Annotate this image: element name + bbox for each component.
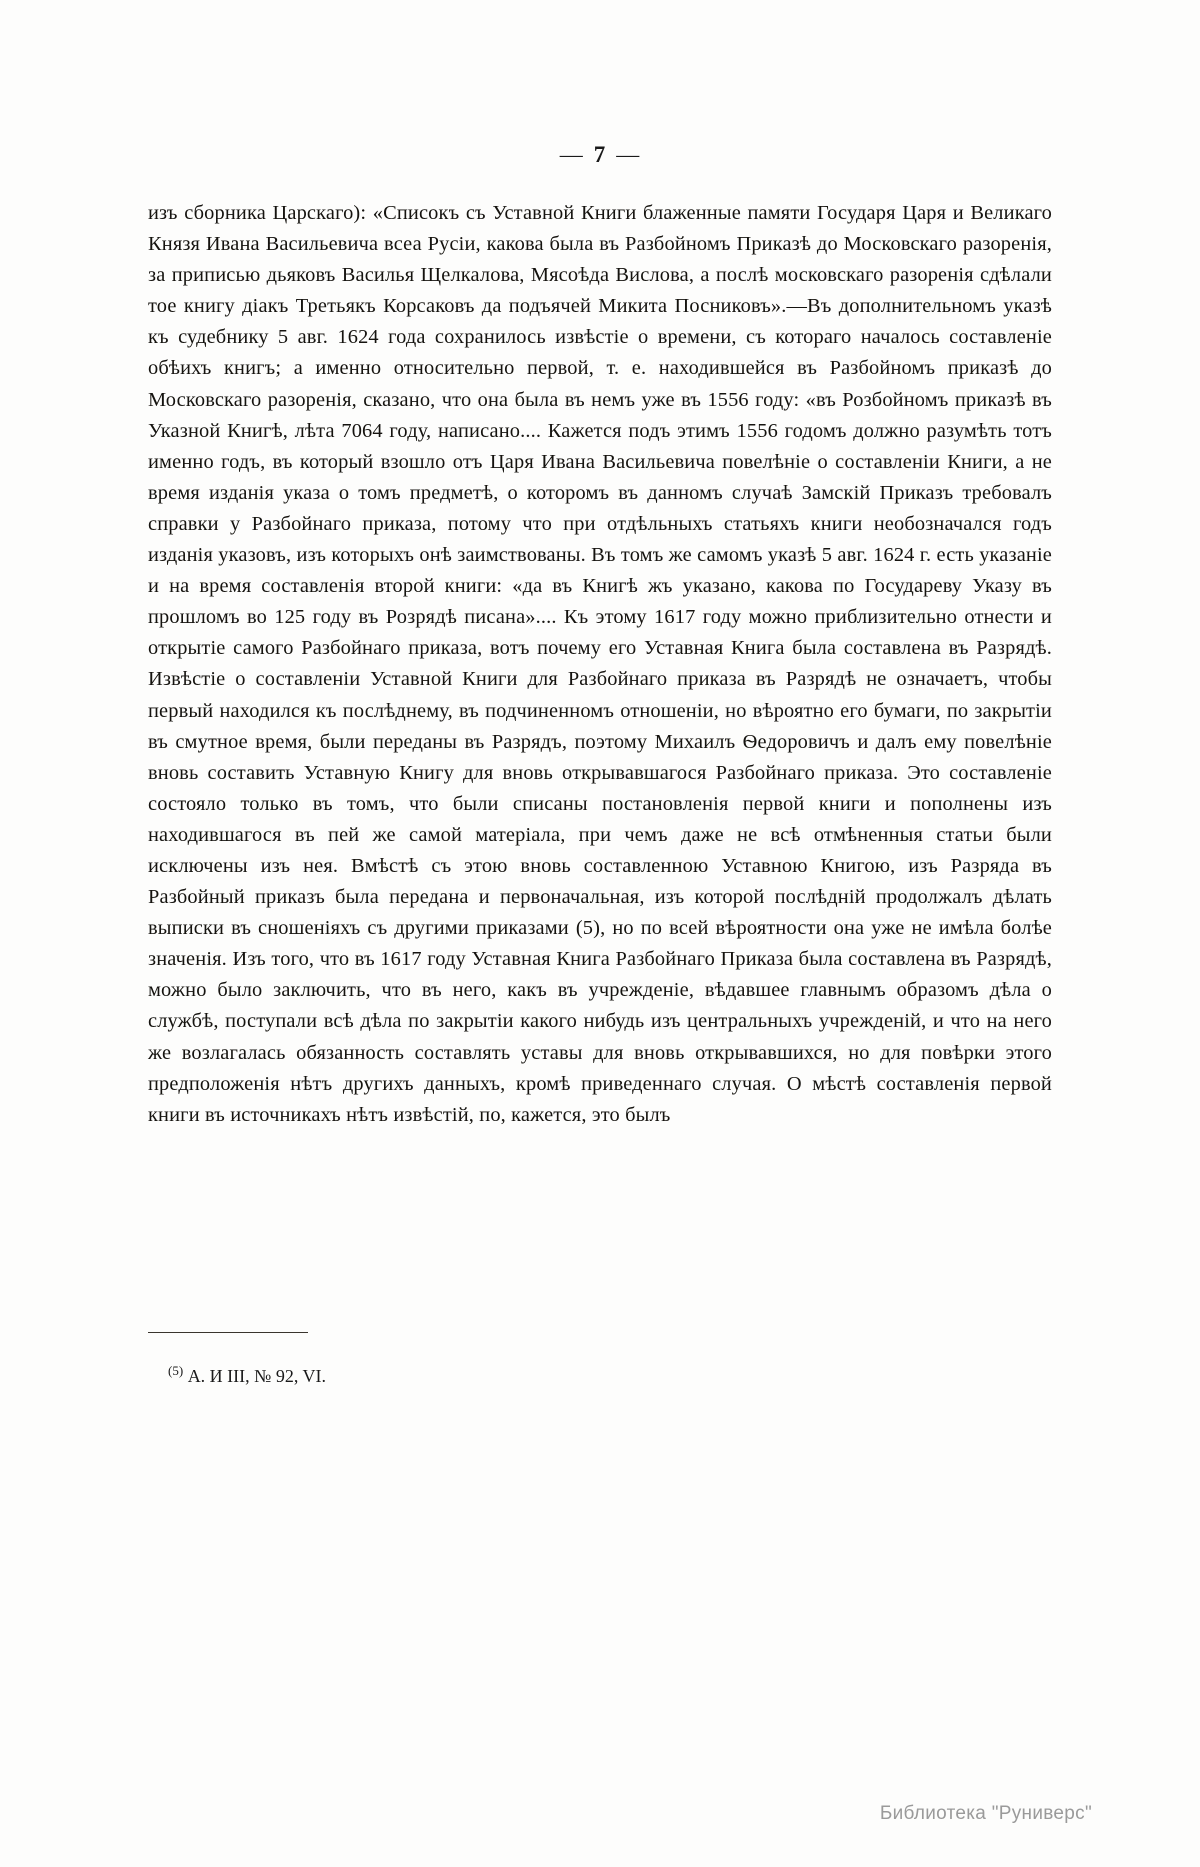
page-number-value: 7 — [593, 142, 607, 167]
body-text-block — [148, 198, 1052, 1131]
library-watermark: Библиотека "Руниверс" — [879, 1803, 1092, 1824]
page-number-dash-left: — — [559, 142, 584, 167]
footnote-text: А. И III, № 92, VI. — [187, 1366, 327, 1386]
footnote-marker: 5 — [172, 1363, 179, 1378]
footnote: $^{(5)}$ А. И III, № 92, VI. — [168, 1363, 327, 1386]
body-paragraph: изъ сборника Царскаго): «Списокъ съ Уставной Книги блаженные памяти Государя Царя и Великаго Князя Ивана Васильевича всеа Русіи, какова была въ Разбойномъ Приказѣ до Московскаго разоренія, за приписью дьяковъ Василья Щелкалова, Мясоѣда Вислова, а послѣ московскаго разоренія сдѣлали тое книгу діакъ Третьякъ Корсаковъ да подъячей Микита Посниковъ».—Въ дополнительномъ указѣ къ судебнику 5 авг. 1624 года сохранилось извѣстіе о времени, съ котораго началось составленіе обѣихъ книгъ; а именно относительно первой, т. е. находившейся въ Разбойномъ приказѣ до Московскаго разоренія, сказано, что она была въ немъ уже въ 1556 году: «въ Розбойномъ приказѣ въ Указной Книгѣ, лѣта 7064 году, написано.... Кажется подъ этимъ 1556 годомъ должно разумѣть тотъ именно годъ, въ который взошло отъ Царя Ивана Васильевича повелѣніе о составленіи Книги, а не время изданія указа о томъ предметѣ, о которомъ въ данномъ случаѣ Замскій Приказъ требовалъ справки у Разбойнаго приказа, потому что при отдѣльныхъ статьяхъ книги необозначался годъ изданія указовъ, изъ которыхъ онѣ заимствованы. Въ томъ же самомъ указѣ 5 авг. 1624 г. есть указаніе и на время составленія второй книги: «да въ Книгѣ жъ указано, какова по Государеву Указу въ прошломъ во 125 году въ Розрядѣ писана».... Къ этому 1617 году можно приблизительно отнести и открытіе самого Разбойнаго приказа, вотъ почему его Уставная Книга была составлена въ Разрядѣ. Извѣстіе о составленіи Уставной Книги для Разбойнаго приказа въ Разрядѣ не означаетъ, чтобы первый находился къ послѣднему, въ подчиненномъ отношеніи, но вѣроятно его бумаги, по закрытіи въ смутное время, были переданы въ Разрядъ, поэтому Михаилъ Ѳедоровичъ и далъ ему повелѣніе вновь составить Уставную Книгу для вновь открывавшагося Разбойнаго приказа. Это составленіе состояло только въ томъ, что были списаны постановленія первой книги и пополнены изъ находившагося въ пей же самой матеріала, при чемъ даже не всѣ отмѣненныя статьи были исключены изъ нея. Вмѣстѣ съ этою вновь составленною Уставною Книгою, изъ Разряда въ Разбойный приказъ была передана и первоначальная, изъ которой послѣдній продолжалъ дѣлать выписки въ сношеніяхъ съ другими приказами (5), но по всей вѣроятности она уже не имѣла болѣе значенія. Изъ того, что въ 1617 году Уставная Книга Разбойнаго Приказа была составлена въ Разрядѣ, можно было заключить, что въ него, какъ въ учрежденіе, вѣдавшее главнымъ образомъ дѣла о службѣ, поступали всѣ дѣла по закрытіи какого нибудь изъ центральныхъ учрежденій, и что на него же возлагалась обязанность составлять уставы для вновь открывавшихся, но для повѣрки этого предположенія нѣтъ другихъ данныхъ, кромѣ приведеннаго случая. О мѣстѣ составленія первой книги въ источникахъ нѣтъ извѣстій, по, кажется, это былъ — [148, 202, 1052, 1126]
footnote-separator — [148, 1332, 308, 1333]
page-number — [0, 142, 1200, 168]
page-number-dash-right: — — [616, 142, 641, 167]
